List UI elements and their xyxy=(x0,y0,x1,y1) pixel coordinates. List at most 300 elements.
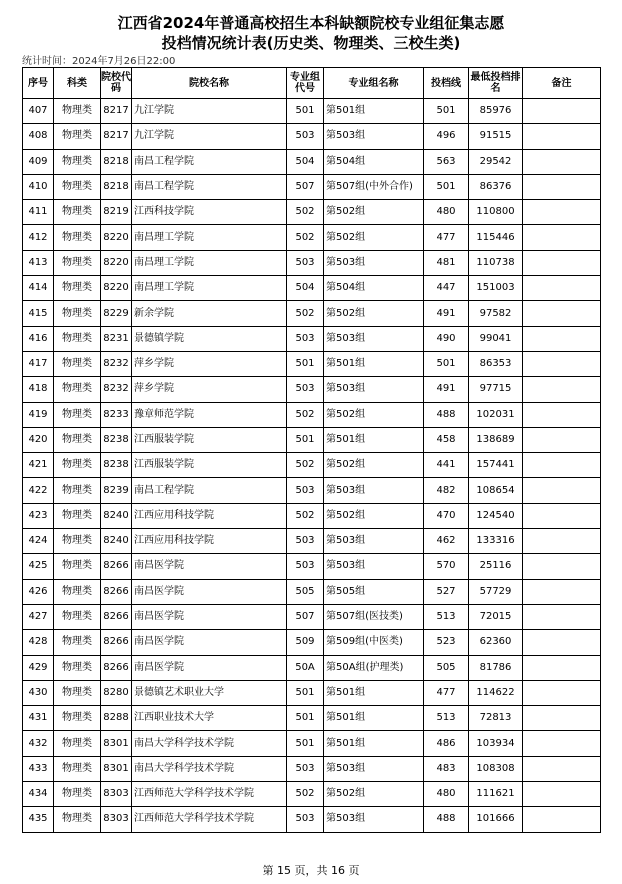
cell-group-name: 第502组 xyxy=(324,503,424,528)
cell-category: 物理类 xyxy=(54,782,101,807)
cell-min-rank: 151003 xyxy=(469,276,523,301)
header-school-code: 院校代码 xyxy=(101,68,132,99)
cell-category: 物理类 xyxy=(54,453,101,478)
cell-note xyxy=(523,731,601,756)
header-group-name: 专业组名称 xyxy=(324,68,424,99)
cell-category: 物理类 xyxy=(54,225,101,250)
cell-group-code: 507 xyxy=(287,604,324,629)
cell-category: 物理类 xyxy=(54,250,101,275)
cell-min-rank: 110800 xyxy=(469,200,523,225)
cell-seq: 430 xyxy=(23,680,54,705)
cell-note xyxy=(523,276,601,301)
table-row xyxy=(23,250,601,275)
cell-score: 470 xyxy=(424,503,469,528)
cell-note xyxy=(523,124,601,149)
cell-group-name: 第503组 xyxy=(324,756,424,781)
cell-group-name: 第504组 xyxy=(324,276,424,301)
cell-note xyxy=(523,478,601,503)
cell-group-name: 第501组 xyxy=(324,731,424,756)
cell-group-code: 503 xyxy=(287,478,324,503)
cell-min-rank: 72015 xyxy=(469,604,523,629)
cell-note xyxy=(523,782,601,807)
header-note: 备注 xyxy=(523,68,601,99)
cell-school-code: 8288 xyxy=(101,706,132,731)
cell-min-rank: 102031 xyxy=(469,402,523,427)
cell-score: 441 xyxy=(424,453,469,478)
cell-school-code: 8233 xyxy=(101,402,132,427)
cell-group-name: 第503组 xyxy=(324,554,424,579)
cell-school-name: 南昌理工学院 xyxy=(132,276,287,301)
cell-group-code: 503 xyxy=(287,554,324,579)
cell-seq: 428 xyxy=(23,630,54,655)
cell-group-code: 502 xyxy=(287,402,324,427)
cell-score: 501 xyxy=(424,99,469,124)
cell-school-name: 南昌医学院 xyxy=(132,655,287,680)
cell-category: 物理类 xyxy=(54,503,101,528)
cell-category: 物理类 xyxy=(54,554,101,579)
cell-score: 505 xyxy=(424,655,469,680)
table-row xyxy=(23,276,601,301)
cell-score: 483 xyxy=(424,756,469,781)
cell-group-name: 第501组 xyxy=(324,427,424,452)
cell-school-name: 南昌大学科学技术学院 xyxy=(132,756,287,781)
cell-school-code: 8240 xyxy=(101,529,132,554)
admission-table xyxy=(22,67,601,833)
table-row xyxy=(23,630,601,655)
cell-group-code: 501 xyxy=(287,731,324,756)
cell-score: 462 xyxy=(424,529,469,554)
cell-school-code: 8301 xyxy=(101,731,132,756)
cell-note xyxy=(523,99,601,124)
cell-school-code: 8229 xyxy=(101,301,132,326)
cell-school-code: 8232 xyxy=(101,351,132,376)
cell-school-name: 新余学院 xyxy=(132,301,287,326)
cell-seq: 409 xyxy=(23,149,54,174)
cell-group-code: 502 xyxy=(287,503,324,528)
cell-min-rank: 85976 xyxy=(469,99,523,124)
cell-score: 480 xyxy=(424,200,469,225)
cell-school-name: 景德镇学院 xyxy=(132,326,287,351)
cell-school-name: 江西服装学院 xyxy=(132,427,287,452)
cell-score: 447 xyxy=(424,276,469,301)
cell-school-name: 江西职业技术大学 xyxy=(132,706,287,731)
cell-group-name: 第509组(中医类) xyxy=(324,630,424,655)
cell-note xyxy=(523,377,601,402)
cell-min-rank: 133316 xyxy=(469,529,523,554)
cell-note xyxy=(523,706,601,731)
cell-note xyxy=(523,655,601,680)
cell-category: 物理类 xyxy=(54,377,101,402)
cell-group-name: 第501组 xyxy=(324,99,424,124)
cell-seq: 411 xyxy=(23,200,54,225)
cell-group-name: 第503组 xyxy=(324,326,424,351)
cell-group-code: 509 xyxy=(287,630,324,655)
cell-school-code: 8219 xyxy=(101,200,132,225)
cell-score: 490 xyxy=(424,326,469,351)
table-header-row xyxy=(23,68,601,99)
cell-group-code: 503 xyxy=(287,326,324,351)
cell-category: 物理类 xyxy=(54,807,101,832)
cell-school-name: 江西服装学院 xyxy=(132,453,287,478)
cell-min-rank: 101666 xyxy=(469,807,523,832)
cell-score: 501 xyxy=(424,174,469,199)
cell-score: 488 xyxy=(424,402,469,427)
cell-seq: 422 xyxy=(23,478,54,503)
cell-min-rank: 86376 xyxy=(469,174,523,199)
cell-category: 物理类 xyxy=(54,655,101,680)
cell-score: 477 xyxy=(424,680,469,705)
cell-seq: 418 xyxy=(23,377,54,402)
cell-school-code: 8266 xyxy=(101,655,132,680)
cell-min-rank: 103934 xyxy=(469,731,523,756)
cell-school-code: 8220 xyxy=(101,250,132,275)
cell-note xyxy=(523,630,601,655)
cell-group-name: 第502组 xyxy=(324,225,424,250)
cell-seq: 426 xyxy=(23,579,54,604)
cell-group-code: 501 xyxy=(287,706,324,731)
cell-note xyxy=(523,807,601,832)
cell-min-rank: 157441 xyxy=(469,453,523,478)
cell-school-code: 8239 xyxy=(101,478,132,503)
cell-school-name: 江西师范大学科学技术学院 xyxy=(132,807,287,832)
cell-score: 496 xyxy=(424,124,469,149)
cell-category: 物理类 xyxy=(54,326,101,351)
cell-group-code: 501 xyxy=(287,351,324,376)
cell-school-code: 8280 xyxy=(101,680,132,705)
cell-min-rank: 97715 xyxy=(469,377,523,402)
cell-group-name: 第503组 xyxy=(324,124,424,149)
cell-min-rank: 110738 xyxy=(469,250,523,275)
table-row xyxy=(23,427,601,452)
cell-score: 481 xyxy=(424,250,469,275)
cell-min-rank: 114622 xyxy=(469,680,523,705)
cell-group-name: 第502组 xyxy=(324,453,424,478)
cell-category: 物理类 xyxy=(54,478,101,503)
cell-school-code: 8266 xyxy=(101,579,132,604)
table-row xyxy=(23,554,601,579)
cell-group-code: 503 xyxy=(287,529,324,554)
cell-group-name: 第503组 xyxy=(324,377,424,402)
cell-note xyxy=(523,579,601,604)
table-row xyxy=(23,807,601,832)
cell-score: 477 xyxy=(424,225,469,250)
cell-school-code: 8232 xyxy=(101,377,132,402)
cell-note xyxy=(523,301,601,326)
cell-score: 563 xyxy=(424,149,469,174)
cell-group-code: 502 xyxy=(287,301,324,326)
cell-min-rank: 25116 xyxy=(469,554,523,579)
cell-min-rank: 115446 xyxy=(469,225,523,250)
cell-school-code: 8231 xyxy=(101,326,132,351)
cell-seq: 420 xyxy=(23,427,54,452)
table-row xyxy=(23,174,601,199)
cell-seq: 433 xyxy=(23,756,54,781)
cell-note xyxy=(523,554,601,579)
cell-note xyxy=(523,529,601,554)
cell-school-code: 8303 xyxy=(101,782,132,807)
cell-school-name: 南昌理工学院 xyxy=(132,225,287,250)
cell-min-rank: 57729 xyxy=(469,579,523,604)
cell-category: 物理类 xyxy=(54,99,101,124)
cell-min-rank: 99041 xyxy=(469,326,523,351)
cell-school-name: 南昌理工学院 xyxy=(132,250,287,275)
cell-category: 物理类 xyxy=(54,706,101,731)
cell-category: 物理类 xyxy=(54,427,101,452)
cell-group-name: 第504组 xyxy=(324,149,424,174)
cell-min-rank: 72813 xyxy=(469,706,523,731)
cell-group-name: 第501组 xyxy=(324,706,424,731)
cell-seq: 410 xyxy=(23,174,54,199)
table-row xyxy=(23,756,601,781)
cell-note xyxy=(523,453,601,478)
cell-group-name: 第503组 xyxy=(324,478,424,503)
cell-seq: 427 xyxy=(23,604,54,629)
cell-school-name: 江西科技学院 xyxy=(132,200,287,225)
cell-note xyxy=(523,402,601,427)
table-row xyxy=(23,377,601,402)
table-row xyxy=(23,503,601,528)
table-row xyxy=(23,149,601,174)
cell-note xyxy=(523,427,601,452)
cell-group-name: 第507组(医技类) xyxy=(324,604,424,629)
cell-category: 物理类 xyxy=(54,200,101,225)
cell-school-name: 南昌医学院 xyxy=(132,554,287,579)
cell-group-code: 501 xyxy=(287,99,324,124)
page-title: 江西省2024年普通高校招生本科缺额院校专业组征集志愿 xyxy=(117,14,505,32)
table-row xyxy=(23,301,601,326)
cell-school-code: 8240 xyxy=(101,503,132,528)
cell-group-code: 504 xyxy=(287,149,324,174)
cell-school-name: 南昌医学院 xyxy=(132,604,287,629)
table-row xyxy=(23,200,601,225)
cell-school-name: 萍乡学院 xyxy=(132,377,287,402)
cell-min-rank: 86353 xyxy=(469,351,523,376)
cell-school-code: 8266 xyxy=(101,604,132,629)
cell-seq: 432 xyxy=(23,731,54,756)
cell-score: 513 xyxy=(424,604,469,629)
cell-min-rank: 138689 xyxy=(469,427,523,452)
cell-note xyxy=(523,680,601,705)
cell-min-rank: 97582 xyxy=(469,301,523,326)
cell-seq: 408 xyxy=(23,124,54,149)
table-row xyxy=(23,706,601,731)
cell-min-rank: 62360 xyxy=(469,630,523,655)
cell-min-rank: 124540 xyxy=(469,503,523,528)
table-row xyxy=(23,225,601,250)
cell-category: 物理类 xyxy=(54,301,101,326)
cell-score: 513 xyxy=(424,706,469,731)
cell-min-rank: 29542 xyxy=(469,149,523,174)
cell-school-name: 南昌工程学院 xyxy=(132,478,287,503)
cell-category: 物理类 xyxy=(54,579,101,604)
cell-group-name: 第502组 xyxy=(324,402,424,427)
cell-category: 物理类 xyxy=(54,149,101,174)
cell-school-code: 8238 xyxy=(101,427,132,452)
cell-score: 570 xyxy=(424,554,469,579)
cell-school-name: 豫章师范学院 xyxy=(132,402,287,427)
cell-note xyxy=(523,756,601,781)
cell-school-name: 九江学院 xyxy=(132,124,287,149)
cell-group-code: 503 xyxy=(287,124,324,149)
cell-seq: 431 xyxy=(23,706,54,731)
cell-school-name: 江西应用科技学院 xyxy=(132,503,287,528)
cell-min-rank: 111621 xyxy=(469,782,523,807)
cell-group-name: 第502组 xyxy=(324,782,424,807)
cell-school-name: 九江学院 xyxy=(132,99,287,124)
cell-note xyxy=(523,200,601,225)
cell-category: 物理类 xyxy=(54,680,101,705)
cell-seq: 416 xyxy=(23,326,54,351)
header-category: 科类 xyxy=(54,68,101,99)
cell-group-code: 503 xyxy=(287,756,324,781)
cell-school-name: 南昌大学科学技术学院 xyxy=(132,731,287,756)
cell-school-code: 8217 xyxy=(101,124,132,149)
table-row xyxy=(23,529,601,554)
cell-group-code: 507 xyxy=(287,174,324,199)
cell-category: 物理类 xyxy=(54,630,101,655)
cell-seq: 423 xyxy=(23,503,54,528)
cell-group-name: 第505组 xyxy=(324,579,424,604)
cell-category: 物理类 xyxy=(54,529,101,554)
cell-score: 491 xyxy=(424,301,469,326)
header-score: 投档线 xyxy=(424,68,469,99)
cell-category: 物理类 xyxy=(54,276,101,301)
cell-category: 物理类 xyxy=(54,731,101,756)
cell-group-code: 502 xyxy=(287,782,324,807)
cell-category: 物理类 xyxy=(54,756,101,781)
cell-group-code: 501 xyxy=(287,427,324,452)
cell-note xyxy=(523,174,601,199)
cell-category: 物理类 xyxy=(54,174,101,199)
cell-school-name: 南昌医学院 xyxy=(132,579,287,604)
table-row xyxy=(23,326,601,351)
cell-school-name: 萍乡学院 xyxy=(132,351,287,376)
cell-school-code: 8238 xyxy=(101,453,132,478)
cell-seq: 419 xyxy=(23,402,54,427)
cell-seq: 412 xyxy=(23,225,54,250)
cell-school-code: 8303 xyxy=(101,807,132,832)
cell-group-code: 503 xyxy=(287,250,324,275)
cell-school-code: 8266 xyxy=(101,554,132,579)
header-school-name: 院校名称 xyxy=(132,68,287,99)
cell-group-name: 第502组 xyxy=(324,200,424,225)
table-row xyxy=(23,453,601,478)
header-seq: 序号 xyxy=(23,68,54,99)
cell-score: 523 xyxy=(424,630,469,655)
cell-school-code: 8220 xyxy=(101,225,132,250)
cell-group-code: 503 xyxy=(287,377,324,402)
cell-group-name: 第503组 xyxy=(324,250,424,275)
cell-school-code: 8217 xyxy=(101,99,132,124)
cell-category: 物理类 xyxy=(54,402,101,427)
table-row xyxy=(23,478,601,503)
cell-group-code: 504 xyxy=(287,276,324,301)
cell-group-code: 505 xyxy=(287,579,324,604)
cell-group-code: 502 xyxy=(287,453,324,478)
cell-seq: 421 xyxy=(23,453,54,478)
cell-seq: 435 xyxy=(23,807,54,832)
cell-group-code: 503 xyxy=(287,807,324,832)
cell-score: 482 xyxy=(424,478,469,503)
cell-score: 527 xyxy=(424,579,469,604)
table-row xyxy=(23,604,601,629)
cell-school-name: 南昌医学院 xyxy=(132,630,287,655)
cell-min-rank: 108308 xyxy=(469,756,523,781)
table-row xyxy=(23,99,601,124)
cell-note xyxy=(523,250,601,275)
cell-score: 480 xyxy=(424,782,469,807)
cell-seq: 425 xyxy=(23,554,54,579)
cell-min-rank: 81786 xyxy=(469,655,523,680)
table-row xyxy=(23,351,601,376)
cell-category: 物理类 xyxy=(54,351,101,376)
cell-group-name: 第501组 xyxy=(324,351,424,376)
table-row xyxy=(23,731,601,756)
cell-school-code: 8266 xyxy=(101,630,132,655)
header-min-rank: 最低投档排名 xyxy=(469,68,523,99)
cell-score: 488 xyxy=(424,807,469,832)
cell-note xyxy=(523,503,601,528)
cell-min-rank: 91515 xyxy=(469,124,523,149)
cell-note xyxy=(523,149,601,174)
cell-score: 458 xyxy=(424,427,469,452)
cell-group-code: 502 xyxy=(287,225,324,250)
cell-group-name: 第502组 xyxy=(324,301,424,326)
table-row xyxy=(23,402,601,427)
table-row xyxy=(23,124,601,149)
cell-score: 486 xyxy=(424,731,469,756)
cell-seq: 417 xyxy=(23,351,54,376)
page-subtitle: 投档情况统计表(历史类、物理类、三校生类) xyxy=(161,34,461,52)
page-footer: 第 15 页，共 16 页 xyxy=(262,864,360,877)
cell-group-code: 501 xyxy=(287,680,324,705)
table-row xyxy=(23,655,601,680)
header-group-code: 专业组代号 xyxy=(287,68,324,99)
cell-seq: 414 xyxy=(23,276,54,301)
cell-note xyxy=(523,225,601,250)
cell-group-name: 第507组(中外合作) xyxy=(324,174,424,199)
cell-school-code: 8218 xyxy=(101,149,132,174)
cell-seq: 429 xyxy=(23,655,54,680)
cell-seq: 424 xyxy=(23,529,54,554)
cell-note xyxy=(523,604,601,629)
table-row xyxy=(23,579,601,604)
table-row xyxy=(23,782,601,807)
cell-group-name: 第501组 xyxy=(324,680,424,705)
cell-group-code: 502 xyxy=(287,200,324,225)
cell-school-code: 8220 xyxy=(101,276,132,301)
cell-school-code: 8301 xyxy=(101,756,132,781)
cell-score: 501 xyxy=(424,351,469,376)
cell-group-name: 第503组 xyxy=(324,529,424,554)
cell-school-name: 南昌工程学院 xyxy=(132,149,287,174)
cell-seq: 415 xyxy=(23,301,54,326)
cell-category: 物理类 xyxy=(54,124,101,149)
cell-school-name: 景德镇艺术职业大学 xyxy=(132,680,287,705)
cell-seq: 407 xyxy=(23,99,54,124)
cell-min-rank: 108654 xyxy=(469,478,523,503)
cell-seq: 434 xyxy=(23,782,54,807)
cell-seq: 413 xyxy=(23,250,54,275)
cell-school-name: 江西应用科技学院 xyxy=(132,529,287,554)
cell-note xyxy=(523,326,601,351)
cell-school-name: 江西师范大学科学技术学院 xyxy=(132,782,287,807)
cell-category: 物理类 xyxy=(54,604,101,629)
cell-score: 491 xyxy=(424,377,469,402)
cell-group-name: 第50A组(护理类) xyxy=(324,655,424,680)
cell-school-code: 8218 xyxy=(101,174,132,199)
stat-time: 统计时间：2024年7月26日22:00 xyxy=(22,56,176,67)
